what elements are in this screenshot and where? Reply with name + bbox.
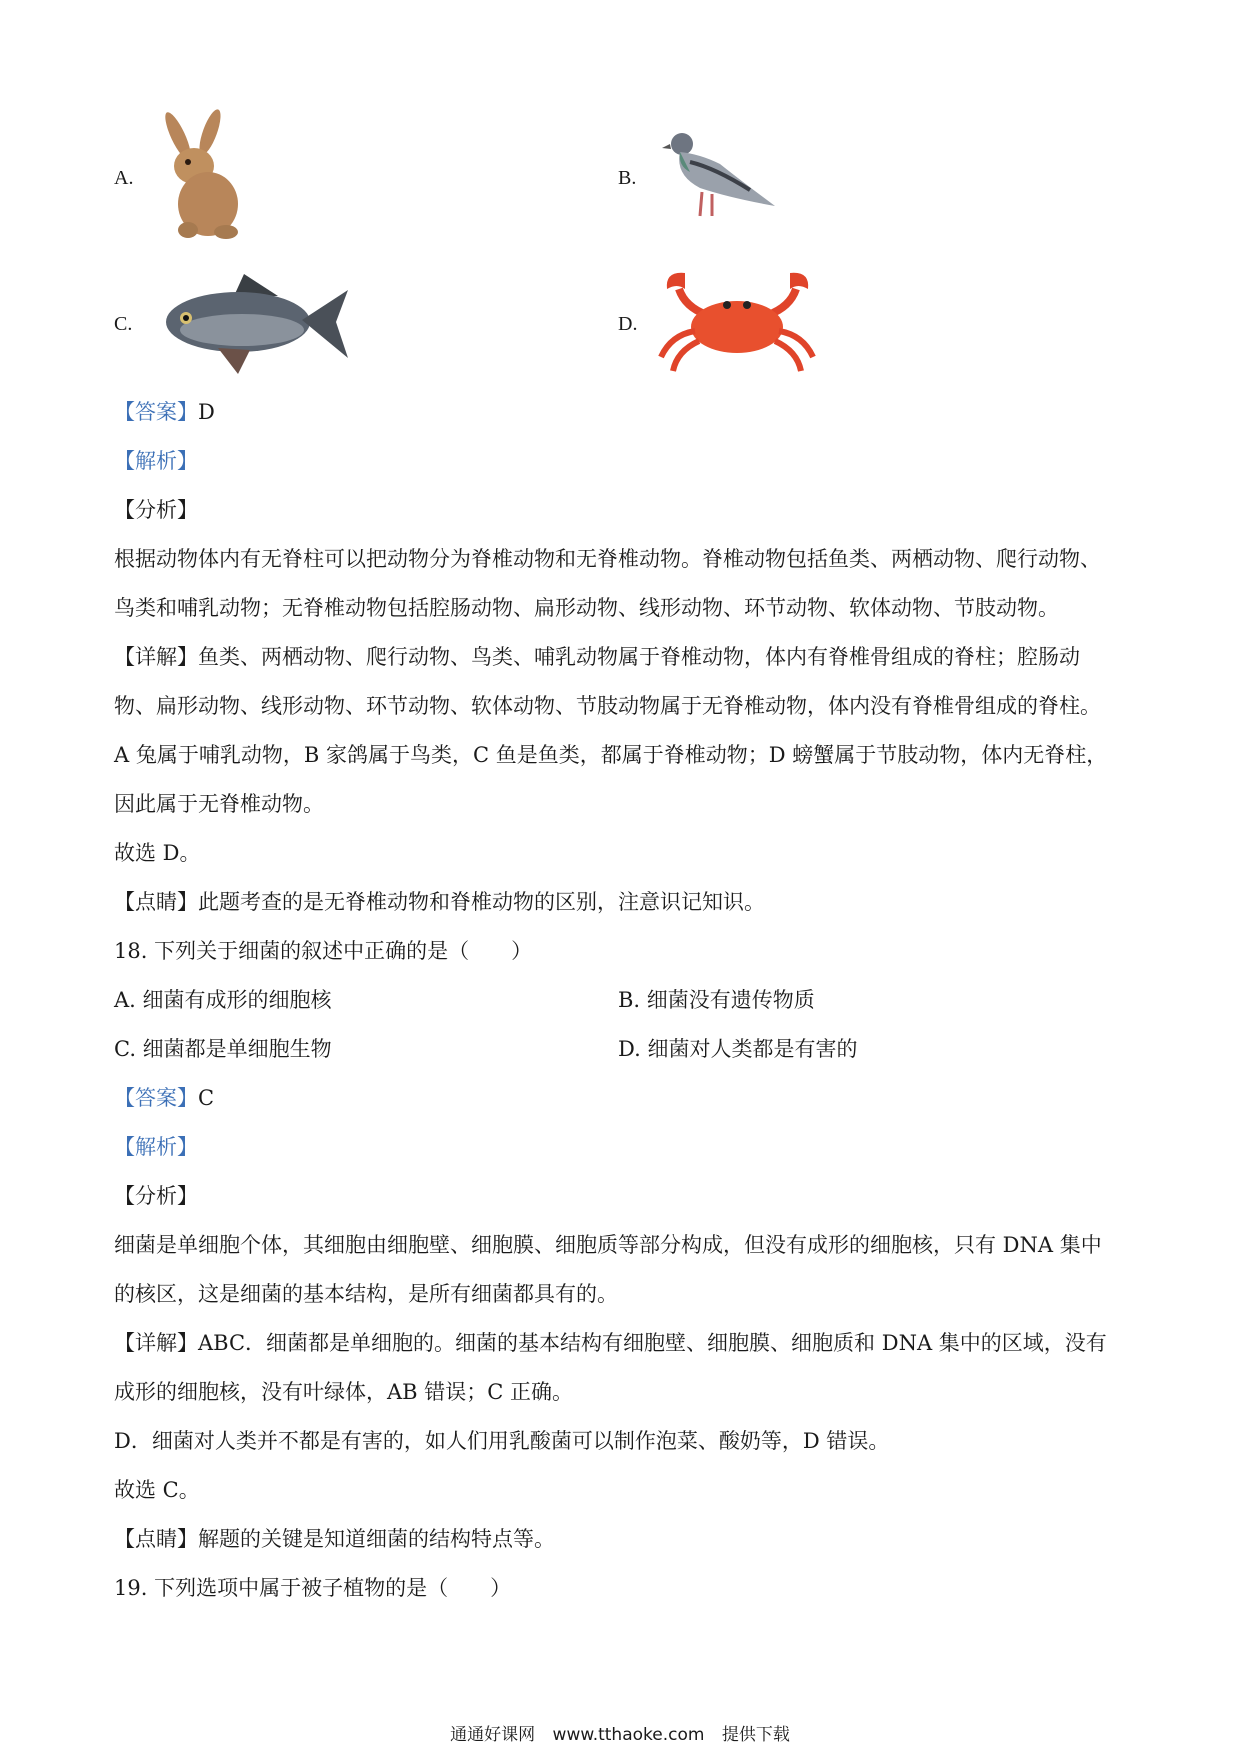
q18-stem: 18. 下列关于细菌的叙述中正确的是（ ） bbox=[114, 939, 533, 963]
answer-tag: 【答案】 bbox=[114, 1086, 198, 1110]
answer-tag: 【答案】 bbox=[114, 400, 198, 424]
q17-dianjing bbox=[114, 888, 765, 916]
q17-xiangjie-line-2: 物、扁形动物、线形动物、环节动物、软体动物、节肢动物属于无脊椎动物，体内没有脊椎骨组成的脊柱。 bbox=[114, 694, 1101, 718]
q17-fenxi-tag: 【分析】 bbox=[114, 498, 198, 522]
q17-jiexi-tag: 【解析】 bbox=[114, 449, 198, 473]
q18-jiexi-tag: 【解析】 bbox=[114, 1135, 198, 1159]
q18-xiangjie-line-3: D．细菌对人类并不都是有害的，如人们用乳酸菌可以制作泡菜、酸奶等，D 错误。 bbox=[114, 1429, 890, 1453]
xiangjie-text: 鱼类、两栖动物、爬行动物、鸟类、哺乳动物属于脊椎动物，体内有脊椎骨组成的脊柱；腔肠动 bbox=[198, 645, 1080, 669]
fish-icon bbox=[158, 266, 350, 376]
pigeon-icon bbox=[660, 120, 780, 225]
answer-value: C bbox=[198, 1086, 215, 1110]
q18-option-d: D. 细菌对人类都是有害的 bbox=[618, 1037, 858, 1061]
q18-option-c: C. 细菌都是单细胞生物 bbox=[114, 1037, 332, 1061]
option-c-label: C. bbox=[114, 313, 133, 335]
dianjing-tag: 【点睛】 bbox=[114, 1527, 198, 1551]
q17-xiangjie-line-3: A 兔属于哺乳动物，B 家鸽属于鸟类，C 鱼是鱼类，都属于脊椎动物；D 螃蟹属于节肢动物，体内无脊柱， bbox=[114, 743, 1108, 767]
footer-url[interactable]: www.tthaoke.com bbox=[552, 1725, 705, 1745]
page-footer bbox=[0, 1724, 1240, 1746]
q17-answer bbox=[114, 398, 215, 426]
q18-xiangjie-line-1 bbox=[114, 1329, 1107, 1357]
footer-site-name: 通通好课网 bbox=[450, 1725, 536, 1745]
xiangjie-tag: 【详解】 bbox=[114, 645, 198, 669]
footer-download: 提供下载 bbox=[721, 1725, 790, 1745]
option-b-label: B. bbox=[618, 167, 637, 189]
q19-stem: 19. 下列选项中属于被子植物的是（ ） bbox=[114, 1576, 512, 1600]
q18-choose: 故选 C。 bbox=[114, 1478, 200, 1502]
q18-dianjing bbox=[114, 1525, 555, 1553]
q17-fenxi-line-2: 鸟类和哺乳动物；无脊椎动物包括腔肠动物、扁形动物、线形动物、环节动物、软体动物、节肢动物。 bbox=[114, 596, 1059, 620]
q18-xiangjie-line-2: 成形的细胞核，没有叶绿体，AB 错误；C 正确。 bbox=[114, 1380, 574, 1404]
q18-option-b: B. 细菌没有遗传物质 bbox=[618, 988, 815, 1012]
dianjing-tag: 【点睛】 bbox=[114, 890, 198, 914]
q18-option-a: A. 细菌有成形的细胞核 bbox=[114, 988, 332, 1012]
q17-xiangjie-line-1 bbox=[114, 643, 1080, 671]
q18-fenxi-tag: 【分析】 bbox=[114, 1184, 198, 1208]
q18-fenxi-line-1: 细菌是单细胞个体，其细胞由细胞壁、细胞膜、细胞质等部分构成，但没有成形的细胞核，只有 DNA 集中 bbox=[114, 1233, 1102, 1257]
dianjing-text: 此题考查的是无脊椎动物和脊椎动物的区别，注意识记知识。 bbox=[198, 890, 765, 914]
q18-answer bbox=[114, 1084, 214, 1112]
option-d-label: D. bbox=[618, 313, 638, 335]
crab-icon bbox=[655, 265, 820, 375]
rabbit-icon bbox=[148, 108, 258, 243]
xiangjie-text: ABC．细菌都是单细胞的。细菌的基本结构有细胞壁、细胞膜、细胞质和 DNA 集中的区域，没有 bbox=[198, 1331, 1107, 1355]
xiangjie-tag: 【详解】 bbox=[114, 1331, 198, 1355]
q17-fenxi-line-1: 根据动物体内有无脊柱可以把动物分为脊椎动物和无脊椎动物。脊椎动物包括鱼类、两栖动物、爬行动物、 bbox=[114, 547, 1101, 571]
option-a-label: A. bbox=[114, 167, 134, 189]
q17-xiangjie-line-4: 因此属于无脊椎动物。 bbox=[114, 792, 324, 816]
dianjing-text: 解题的关键是知道细菌的结构特点等。 bbox=[198, 1527, 555, 1551]
answer-value: D bbox=[198, 400, 215, 424]
q18-fenxi-line-2: 的核区，这是细菌的基本结构，是所有细菌都具有的。 bbox=[114, 1282, 618, 1306]
q17-choose: 故选 D。 bbox=[114, 841, 201, 865]
